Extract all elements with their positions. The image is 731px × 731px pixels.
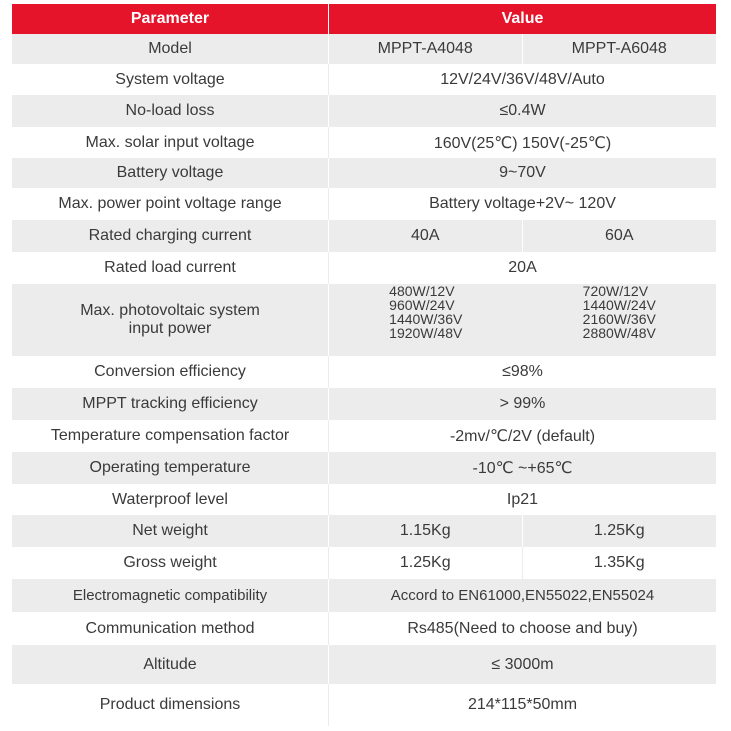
value-cell: ≤ 3000m xyxy=(491,655,554,673)
param-cell: Conversion efficiency xyxy=(12,356,329,388)
value-line: 720W/12V xyxy=(582,283,649,299)
value-cell: 9~70V xyxy=(499,164,546,181)
param-cell: Altitude xyxy=(12,645,329,684)
table-row xyxy=(12,95,716,127)
param-line: input power xyxy=(128,320,212,337)
value-cell: ≤0.4W xyxy=(499,102,546,119)
value-cell: 1.25Kg xyxy=(329,547,523,579)
param-cell: Temperature compensation factor xyxy=(12,420,329,452)
param-cell: MPPT tracking efficiency xyxy=(12,388,329,420)
table-row xyxy=(12,188,716,220)
param-cell: Product dimensions xyxy=(12,684,329,726)
param-cell: Operating temperature xyxy=(12,452,329,484)
param-cell: Electromagnetic compatibility xyxy=(12,579,329,612)
value-cell: MPPT-A6048 xyxy=(571,40,667,57)
table-header xyxy=(12,4,716,34)
value-line: 2880W/48V xyxy=(582,325,656,341)
value-line: 1920W/48V xyxy=(389,325,463,341)
param-cell: System voltage xyxy=(12,64,329,95)
value-cell: 1.15Kg xyxy=(329,515,523,547)
value-cell: MPPT-A4048 xyxy=(329,34,523,64)
param-cell: Battery voltage xyxy=(12,158,329,188)
header-value: Value xyxy=(501,10,544,27)
param-cell: Waterproof level xyxy=(12,484,329,515)
table-row xyxy=(12,34,716,64)
param-cell: Gross weight xyxy=(12,547,329,579)
param-line: Max. photovoltaic system xyxy=(80,302,260,319)
table-row xyxy=(12,64,716,95)
table-row xyxy=(12,645,716,684)
header-parameter: Parameter xyxy=(12,4,329,34)
param-cell: Rated charging current xyxy=(12,220,329,252)
value-cell: 12V/24V/36V/48V/Auto xyxy=(440,70,605,88)
table-row xyxy=(12,356,716,388)
value-cell: Ip21 xyxy=(506,490,539,508)
param-cell: Rated load current xyxy=(12,252,329,284)
spec-table xyxy=(12,4,716,726)
table-row xyxy=(12,484,716,515)
table-row xyxy=(12,252,716,284)
param-cell: Communication method xyxy=(12,612,329,645)
value-cell: ≤98% xyxy=(502,363,543,380)
table-row xyxy=(12,420,716,452)
table-row xyxy=(12,579,716,612)
param-cell xyxy=(12,284,329,356)
value-cell: 214*115*50mm xyxy=(467,696,578,713)
value-cell: -2mv/℃/2V (default) xyxy=(449,428,596,445)
table-row xyxy=(12,547,716,579)
value-list xyxy=(389,284,462,356)
value-line: 480W/12V xyxy=(389,283,455,299)
value-line: 1440W/36V xyxy=(389,311,463,327)
param-cell: Model xyxy=(12,34,329,64)
value-cell: 160V(25℃) 150V(-25℃) xyxy=(433,134,612,152)
table-row xyxy=(12,220,716,252)
value-line: 960W/24V xyxy=(389,297,455,313)
param-cell: Net weight xyxy=(12,515,329,547)
table-row xyxy=(12,515,716,547)
value-cell: 1.25Kg xyxy=(593,522,645,539)
value-cell: Battery voltage+2V~ 120V xyxy=(429,195,616,212)
param-cell: No-load loss xyxy=(12,95,329,127)
value-cell: 20A xyxy=(508,259,537,276)
value-cell: Accord to EN61000,EN55022,EN55024 xyxy=(390,587,655,604)
value-cell: 60A xyxy=(605,227,634,244)
value-line: 2160W/36V xyxy=(582,311,656,327)
param-cell: Max. power point voltage range xyxy=(12,188,329,220)
value-list xyxy=(583,284,656,356)
value-cell: Rs485(Need to choose and buy) xyxy=(407,619,638,637)
value-cell: 40A xyxy=(329,220,523,252)
table-row xyxy=(12,452,716,484)
param-cell: Max. solar input voltage xyxy=(12,127,329,158)
table-row xyxy=(12,284,716,356)
table-row xyxy=(12,158,716,188)
value-cell: 1.35Kg xyxy=(593,554,645,571)
table-row xyxy=(12,388,716,420)
value-cell: -10℃ ~+65℃ xyxy=(472,460,573,477)
table-row xyxy=(12,684,716,726)
table-row xyxy=(12,612,716,645)
value-line: 1440W/24V xyxy=(582,297,656,313)
value-cell: > 99% xyxy=(499,395,546,412)
table-row xyxy=(12,127,716,158)
